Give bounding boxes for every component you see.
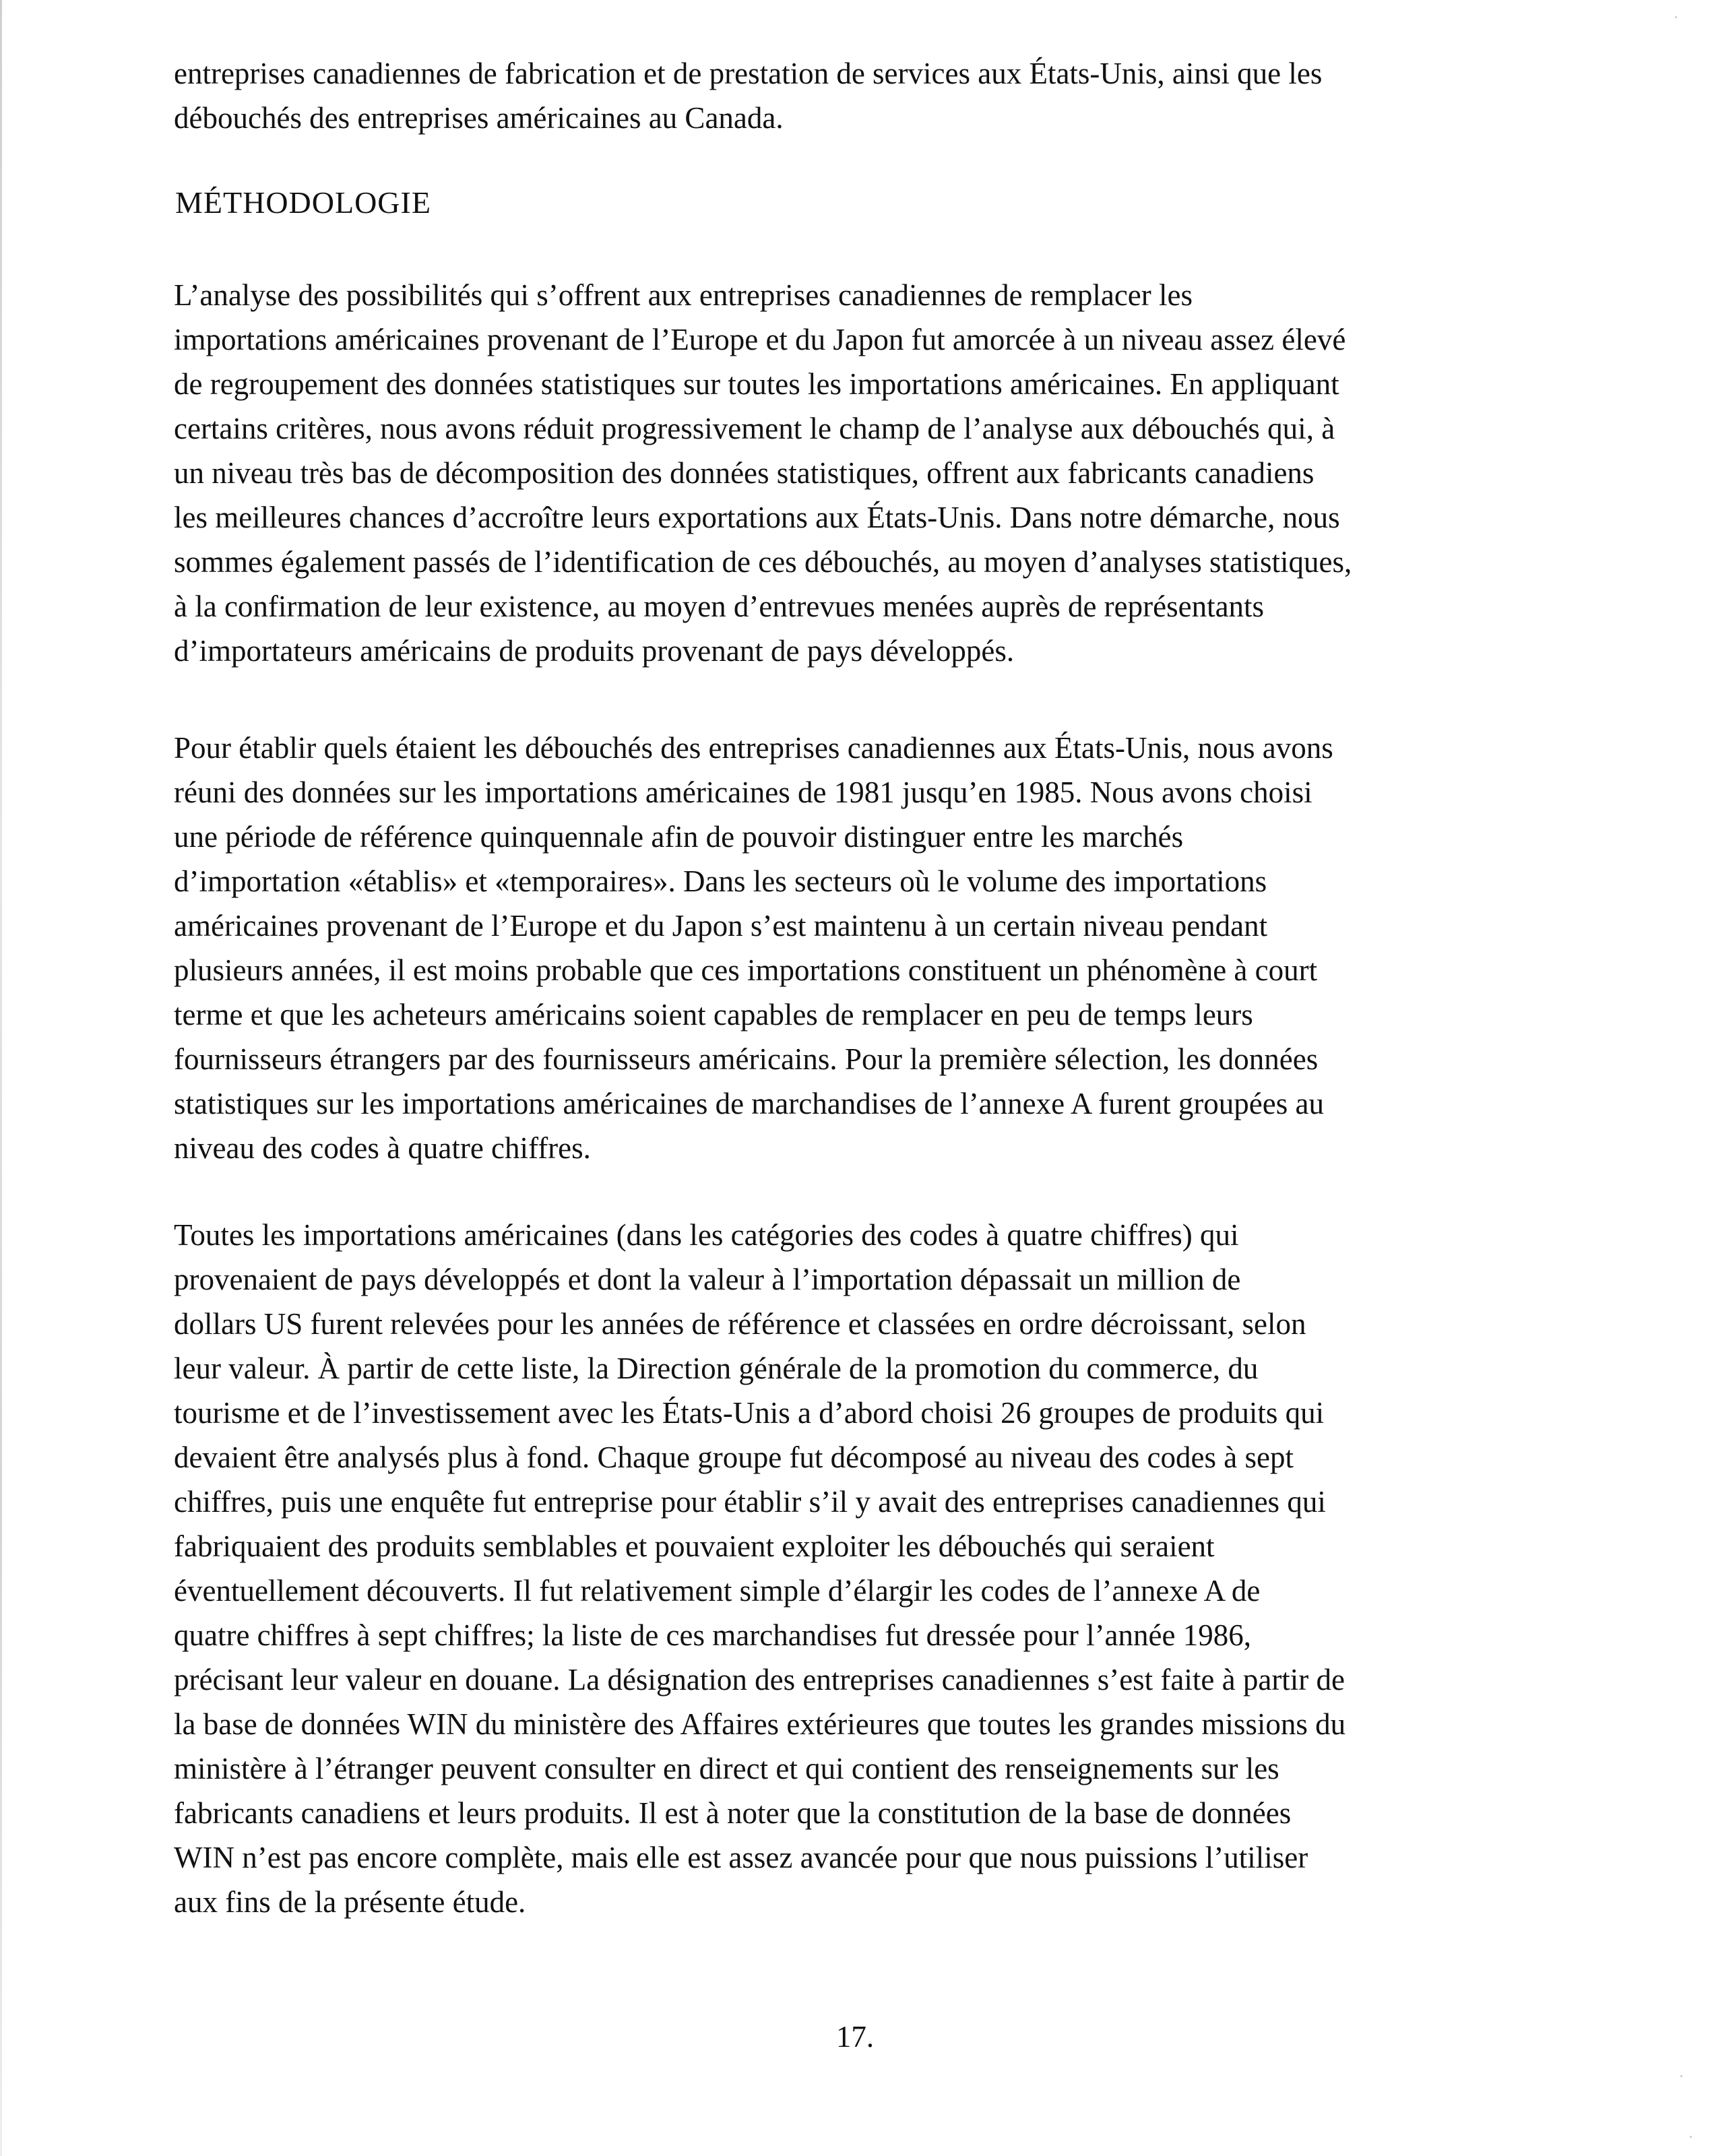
text-line: certains critères, nous avons réduit progressivement le champ de l’analyse aux débouchés qui, à bbox=[174, 412, 1335, 445]
text-line: les meilleures chances d’accroître leurs exportations aux États-Unis. Dans notre démarche, nous bbox=[174, 501, 1340, 534]
text-line: éventuellement découverts. Il fut relativement simple d’élargir les codes de l’annexe A de bbox=[174, 1574, 1261, 1608]
text-line: L’analyse des possibilités qui s’offrent aux entreprises canadiennes de remplacer les bbox=[174, 278, 1193, 312]
text-line: niveau des codes à quatre chiffres. bbox=[174, 1131, 591, 1165]
text-line: entreprises canadiennes de fabrication et de prestation de services aux États-Unis, ainsi que les bbox=[174, 57, 1323, 90]
text-line: d’importateurs américains de produits provenant de pays développés. bbox=[174, 634, 1015, 668]
text-line: à la confirmation de leur existence, au moyen d’entrevues menées auprès de représentants bbox=[174, 590, 1265, 623]
paragraph-3 bbox=[174, 1213, 1521, 1924]
scan-speck bbox=[1690, 2136, 1692, 2138]
text-line: ministère à l’étranger peuvent consulter en direct et qui contient des renseignements sur les bbox=[174, 1752, 1279, 1785]
text-line: fournisseurs étrangers par des fournisseurs américains. Pour la première sélection, les données bbox=[174, 1042, 1319, 1076]
text-line: précisant leur valeur en douane. La désignation des entreprises canadiennes s’est faite à partir de bbox=[174, 1663, 1345, 1697]
text-line: d’importation «établis» et «temporaires». Dans les secteurs où le volume des importations bbox=[174, 864, 1267, 898]
text-line: Pour établir quels étaient les débouchés des entreprises canadiennes aux États-Unis, nous avons bbox=[174, 731, 1333, 765]
text-line: terme et que les acheteurs américains soient capables de remplacer en peu de temps leurs bbox=[174, 998, 1253, 1032]
text-line: américaines provenant de l’Europe et du Japon s’est maintenu à un certain niveau pendant bbox=[174, 909, 1268, 943]
paragraph-1 bbox=[174, 273, 1521, 673]
text-line: leur valeur. À partir de cette liste, la Direction générale de la promotion du commerce, du bbox=[174, 1352, 1259, 1385]
text-line: statistiques sur les importations américaines de marchandises de l’annexe A furent groupées au bbox=[174, 1087, 1324, 1120]
text-line: plusieurs années, il est moins probable que ces importations constituent un phénomène à court bbox=[174, 953, 1318, 987]
text-line: de regroupement des données statistiques sur toutes les importations américaines. En appliquant bbox=[174, 367, 1339, 401]
page-number: 17. bbox=[835, 2020, 875, 2054]
text-line: sommes également passés de l’identification de ces débouchés, au moyen d’analyses statistiques, bbox=[174, 545, 1352, 579]
text-line: quatre chiffres à sept chiffres; la liste de ces marchandises fut dressée pour l’année 1986, bbox=[174, 1618, 1251, 1652]
scan-left-edge bbox=[0, 0, 2, 2156]
text-line: un niveau très bas de décomposition des données statistiques, offrent aux fabricants canadiens bbox=[174, 456, 1315, 490]
text-line: réuni des données sur les importations américaines de 1981 jusqu’en 1985. Nous avons choisi bbox=[174, 775, 1312, 809]
scan-speck bbox=[1675, 16, 1677, 18]
paragraph-intro bbox=[174, 51, 1521, 140]
text-line: tourisme et de l’investissement avec les États-Unis a d’abord choisi 26 groupes de produits qui bbox=[174, 1396, 1325, 1430]
text-line: importations américaines provenant de l’Europe et du Japon fut amorcée à un niveau assez élevé bbox=[174, 323, 1346, 356]
text-line: provenaient de pays développés et dont la valeur à l’importation dépassait un million de bbox=[174, 1263, 1241, 1296]
text-line: fabriquaient des produits semblables et pouvaient exploiter les débouchés qui seraient bbox=[174, 1529, 1215, 1563]
text-line: fabricants canadiens et leurs produits. Il est à noter que la constitution de la base de données bbox=[174, 1796, 1292, 1830]
text-line: la base de données WIN du ministère des Affaires extérieures que toutes les grandes missions du bbox=[174, 1707, 1346, 1741]
text-line: WIN n’est pas encore complète, mais elle est assez avancée pour que nous puissions l’utiliser bbox=[174, 1841, 1308, 1874]
scan-speck bbox=[1680, 2075, 1682, 2077]
text-line: devaient être analysés plus à fond. Chaque groupe fut décomposé au niveau des codes à sept bbox=[174, 1440, 1294, 1474]
text-line: débouchés des entreprises américaines au Canada. bbox=[174, 101, 784, 135]
text-line: une période de référence quinquennale afin de pouvoir distinguer entre les marchés bbox=[174, 820, 1184, 854]
text-line: Toutes les importations américaines (dans les catégories des codes à quatre chiffres) qui bbox=[174, 1218, 1239, 1252]
text-line: dollars US furent relevées pour les années de référence et classées en ordre décroissant, selon bbox=[174, 1307, 1306, 1341]
text-line: chiffres, puis une enquête fut entreprise pour établir s’il y avait des entreprises canadiennes qui bbox=[174, 1485, 1326, 1519]
paragraph-2 bbox=[174, 726, 1521, 1170]
section-heading: MÉTHODOLOGIE bbox=[175, 185, 431, 220]
text-line: aux fins de la présente étude. bbox=[174, 1885, 526, 1919]
